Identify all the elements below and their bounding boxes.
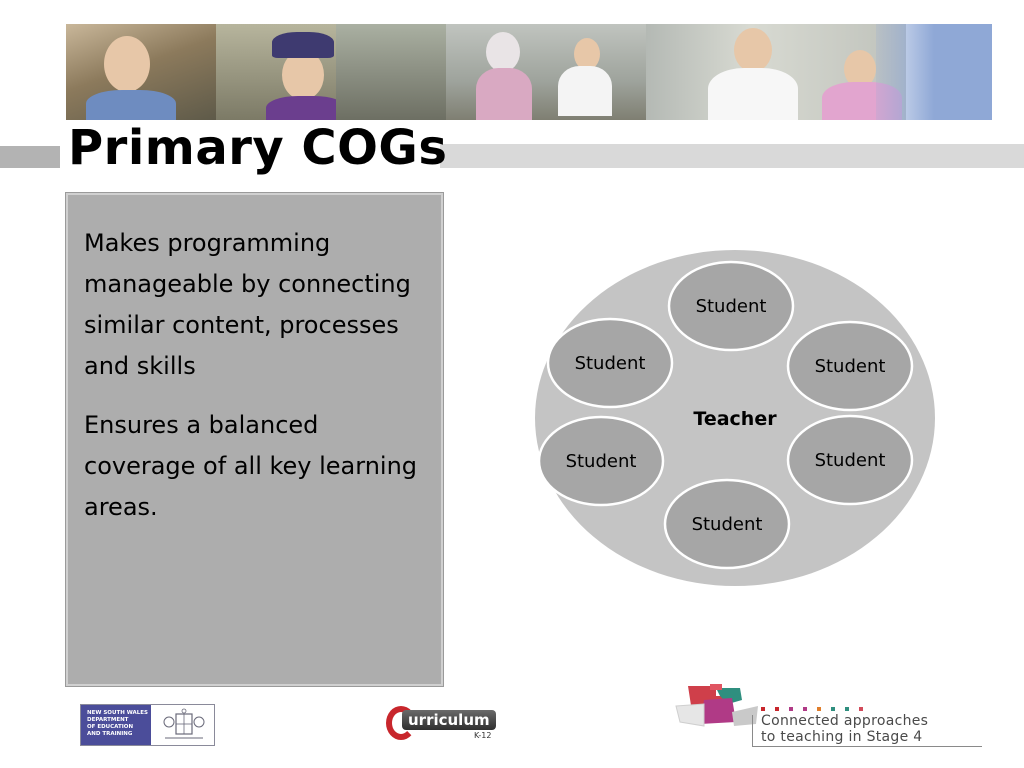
connected-line1: Connected approaches [761,713,929,729]
bullet-item: Ensures a balanced coverage of all key learning areas. [84,411,418,521]
bullet-list [84,223,424,546]
logo-divider-vertical [752,715,753,747]
teacher-label: Teacher [693,408,777,430]
teacher-student-diagram [530,250,940,590]
banner-photo-boy-hat [216,24,336,120]
nsw-logo-line: DEPARTMENT [87,717,129,723]
connected-line2: to teaching in Stage 4 [761,729,923,745]
title-accent-bar-left [0,146,60,168]
student-label: Student [565,451,637,472]
color-dots [761,707,863,711]
diagram-svg [530,250,940,590]
student-label: Student [814,356,886,377]
banner-photo-students-sitting [446,24,646,120]
student-label: Student [691,514,763,535]
bullet-panel [66,193,443,686]
nsw-logo-line: NEW SOUTH WALES [87,710,149,716]
connected-approaches-logo [670,682,990,750]
student-label: Student [574,353,646,374]
student-label: Student [814,450,886,471]
nsw-logo-text-block [81,705,151,745]
header-photo-banner [66,24,992,120]
nsw-logo-line: OF EDUCATION [87,724,134,730]
student-label: Student [695,296,767,317]
logo-divider-horizontal [752,746,982,747]
page-title: Primary COGs [68,120,448,176]
banner-photo-girl [66,24,216,120]
curriculum-word: urriculum [402,710,496,730]
coat-of-arms-icon [157,708,211,742]
banner-blue-panel [876,24,992,120]
nsw-logo-line: AND TRAINING [87,731,133,737]
connected-approaches-text [761,713,928,745]
curriculum-k12-logo [386,706,508,740]
bullet-item: Makes programming manageable by connecting similar content, processes and skills [84,229,411,380]
banner-photo-classroom [646,24,906,120]
curriculum-sub: K-12 [474,731,492,740]
title-accent-bar-right [440,144,1024,168]
nsw-department-logo [80,704,215,746]
puzzle-pieces-icon [670,682,760,732]
banner-photo-blur [336,24,446,120]
